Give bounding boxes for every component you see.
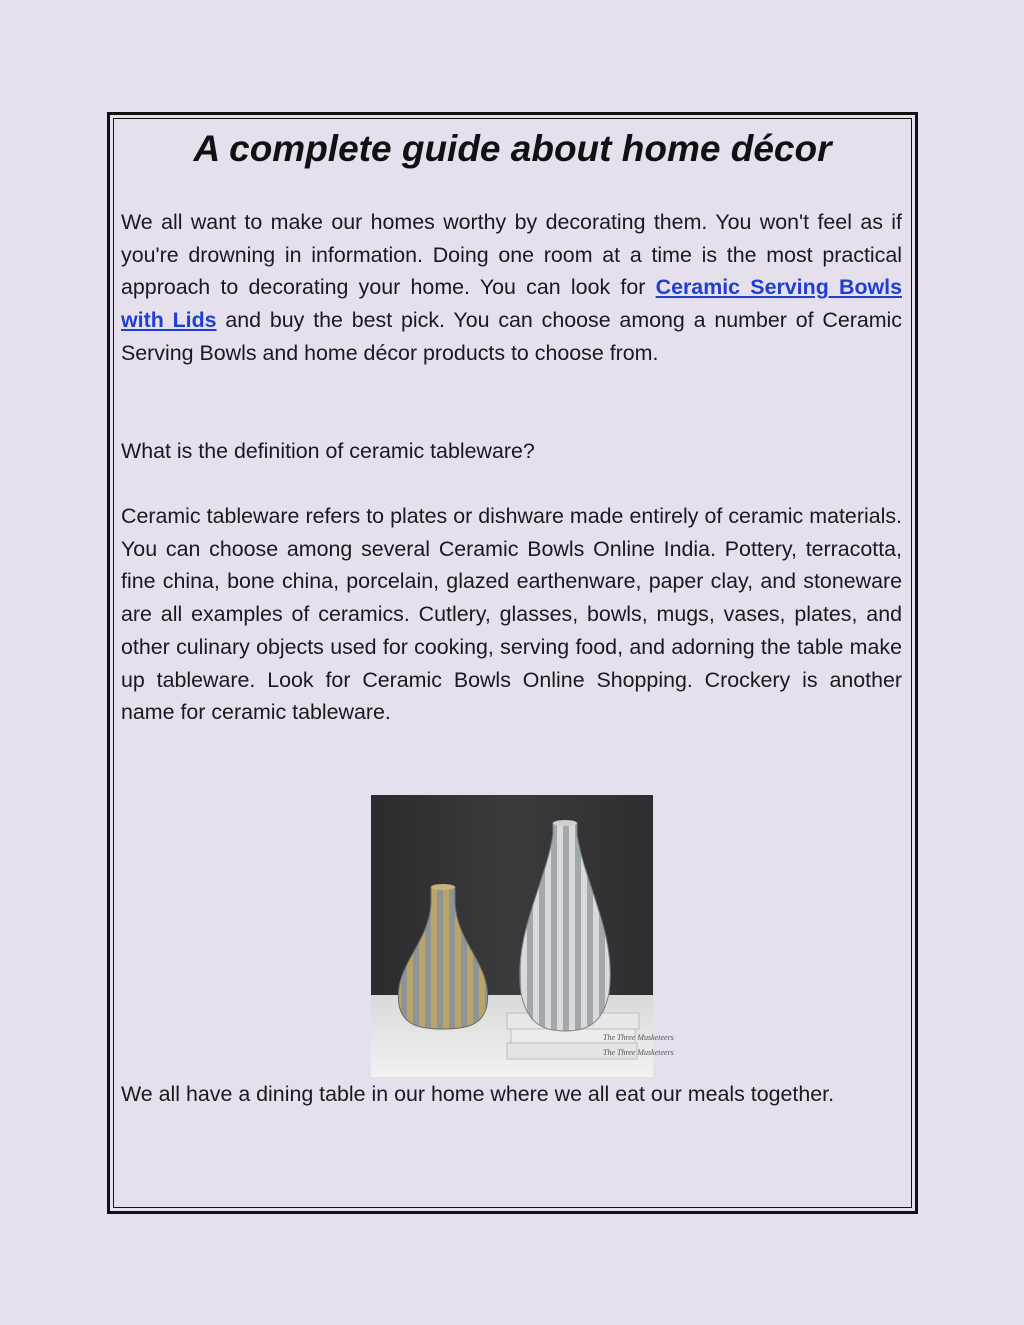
question-paragraph: What is the definition of ceramic tableware? (121, 439, 535, 463)
closing-paragraph: We all have a dining table in our home where we all eat our meals together. (121, 1082, 835, 1106)
intro-paragraph (121, 206, 902, 370)
ceramic-serving-bowls-link[interactable]: Ceramic Serving Bowls with Lids (121, 275, 902, 333)
page-title: A complete guide about home décor (193, 128, 832, 169)
book-spine-text-1: The Three Musketeers (603, 1033, 674, 1042)
intro-text-before: We all want to make our homes worthy by decorating them. You won't feel as if you're drowning in information. Doing one room at a time is the most practical approach to decorating your home. You can look for (121, 210, 902, 300)
intro-text-after: and buy the best pick. You can choose among a number of Ceramic Serving Bowls and home décor products to choose from. (121, 308, 902, 365)
book-spine-text-2: The Three Musketeers (603, 1048, 674, 1057)
definition-paragraph: Ceramic tableware refers to plates or dishware made entirely of ceramic materials. You can choose among several Ceramic Bowls Online India. Pottery, terracotta, fine china, bone china, porcelain, glazed earthenware, paper clay, and stoneware are all examples of ceramics. Cutlery, glasses, bowls, mugs, vases, plates, and other culinary objects used for cooking, serving food, and adorning the table make up tableware. Look for Ceramic Bowls Online Shopping. Crockery is another name for ceramic tableware. (121, 504, 902, 725)
vases-photo (371, 795, 674, 1077)
